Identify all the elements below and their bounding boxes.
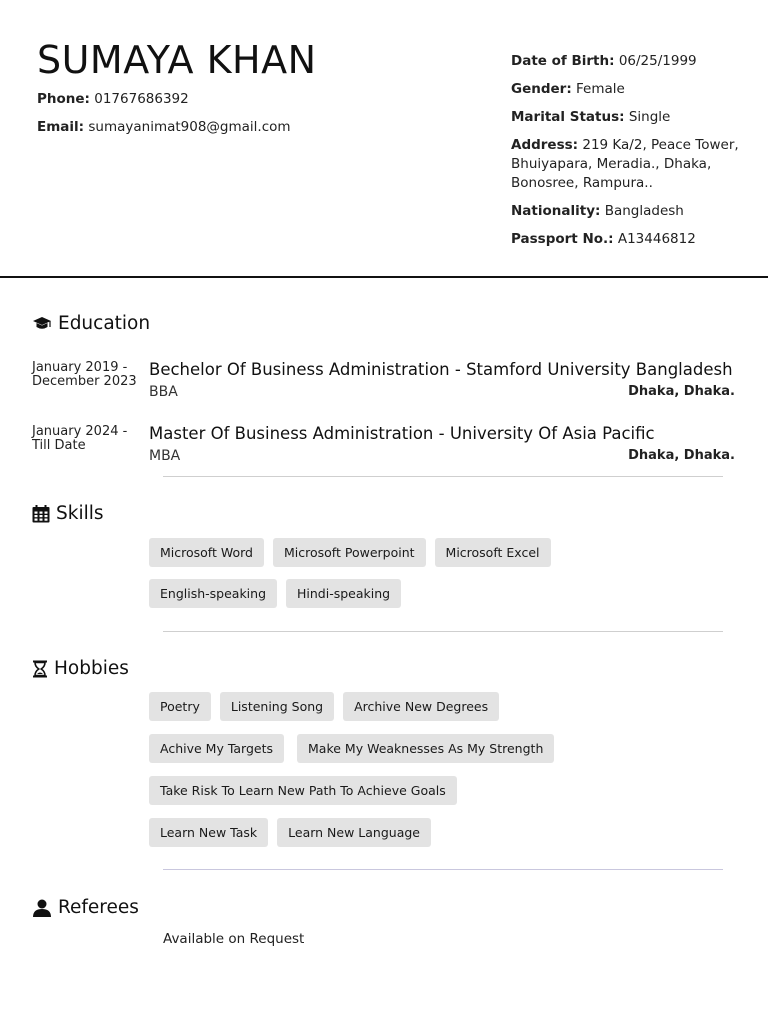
skills-row bbox=[149, 579, 401, 608]
skills-heading bbox=[32, 503, 104, 524]
referees-title: Referees bbox=[58, 897, 139, 918]
date-from: January 2019 - bbox=[32, 360, 128, 375]
education-degree: MBA bbox=[149, 448, 181, 464]
referees-heading bbox=[32, 897, 139, 918]
education-heading bbox=[32, 313, 150, 334]
passport-row bbox=[511, 230, 746, 249]
skill-chip: Hindi-speaking bbox=[286, 579, 401, 608]
hobbies-heading bbox=[32, 658, 129, 679]
hobby-chip: Poetry bbox=[149, 692, 211, 721]
hobbies-row bbox=[149, 776, 457, 805]
skill-chip: Microsoft Excel bbox=[435, 538, 551, 567]
nationality-label: Nationality: bbox=[511, 203, 601, 219]
date-from: January 2024 - bbox=[32, 424, 128, 439]
resume-header bbox=[0, 0, 768, 276]
hobby-chip: Archive New Degrees bbox=[343, 692, 499, 721]
referees-text: Available on Request bbox=[163, 931, 305, 947]
personal-info bbox=[511, 52, 746, 258]
dob-row bbox=[511, 52, 746, 71]
hobbies-title: Hobbies bbox=[54, 658, 129, 679]
gender-row bbox=[511, 80, 746, 99]
email-value: sumayanimat908@gmail.com bbox=[88, 119, 291, 135]
user-icon bbox=[32, 899, 52, 917]
hobby-chip: Listening Song bbox=[220, 692, 334, 721]
hobbies-row bbox=[149, 692, 499, 721]
dob-label: Date of Birth: bbox=[511, 53, 615, 69]
hobbies-row bbox=[149, 734, 554, 763]
phone-label: Phone: bbox=[37, 91, 90, 107]
header-divider bbox=[0, 276, 768, 278]
nationality-value: Bangladesh bbox=[604, 203, 684, 219]
section-divider bbox=[163, 476, 723, 477]
dob-value: 06/25/1999 bbox=[618, 53, 697, 69]
skills-row bbox=[149, 538, 551, 567]
hobby-chip: Achive My Targets bbox=[149, 734, 284, 763]
date-to: Till Date bbox=[32, 438, 86, 453]
date-to: December 2023 bbox=[32, 374, 137, 389]
phone-line bbox=[37, 91, 189, 107]
education-degree: BBA bbox=[149, 384, 178, 400]
hourglass-icon bbox=[32, 660, 48, 678]
education-title-item: Bechelor Of Business Administration - Stamford University Bangladesh bbox=[149, 360, 733, 379]
gender-label: Gender: bbox=[511, 81, 572, 97]
skill-chip: Microsoft Word bbox=[149, 538, 264, 567]
education-location: Dhaka, Dhaka. bbox=[628, 448, 735, 463]
passport-label: Passport No.: bbox=[511, 231, 614, 247]
education-title: Education bbox=[58, 313, 151, 334]
skill-chip: Microsoft Powerpoint bbox=[273, 538, 426, 567]
education-location: Dhaka, Dhaka. bbox=[628, 384, 735, 399]
skills-title: Skills bbox=[56, 503, 104, 524]
address-row bbox=[511, 136, 746, 193]
email-line bbox=[37, 119, 291, 135]
section-divider bbox=[163, 631, 723, 632]
hobby-chip: Learn New Language bbox=[277, 818, 431, 847]
email-label: Email: bbox=[37, 119, 85, 135]
hobby-chip: Make My Weaknesses As My Strength bbox=[297, 734, 554, 763]
gender-value: Female bbox=[576, 81, 625, 97]
calendar-icon bbox=[32, 505, 50, 523]
address-value: 219 Ka/2, Peace Tower, Bhuiyapara, Meradia., Dhaka, Bonosree, Rampura.. bbox=[511, 137, 739, 191]
marital-status-label: Marital Status: bbox=[511, 109, 625, 125]
section-divider bbox=[163, 869, 723, 870]
candidate-name: SUMAYA KHAN bbox=[37, 38, 317, 82]
graduation-cap-icon bbox=[32, 316, 52, 332]
marital-status-value: Single bbox=[628, 109, 671, 125]
education-date bbox=[32, 425, 127, 453]
hobby-chip: Take Risk To Learn New Path To Achieve Goals bbox=[149, 776, 457, 805]
passport-value: A13446812 bbox=[617, 231, 696, 247]
marital-status-row bbox=[511, 108, 746, 127]
skill-chip: English-speaking bbox=[149, 579, 277, 608]
nationality-row bbox=[511, 202, 746, 221]
address-label: Address: bbox=[511, 137, 579, 153]
education-date bbox=[32, 361, 137, 389]
education-title-item: Master Of Business Administration - University Of Asia Pacific bbox=[149, 424, 655, 443]
phone-value: 01767686392 bbox=[94, 91, 189, 107]
hobbies-row bbox=[149, 818, 431, 847]
hobby-chip: Learn New Task bbox=[149, 818, 268, 847]
